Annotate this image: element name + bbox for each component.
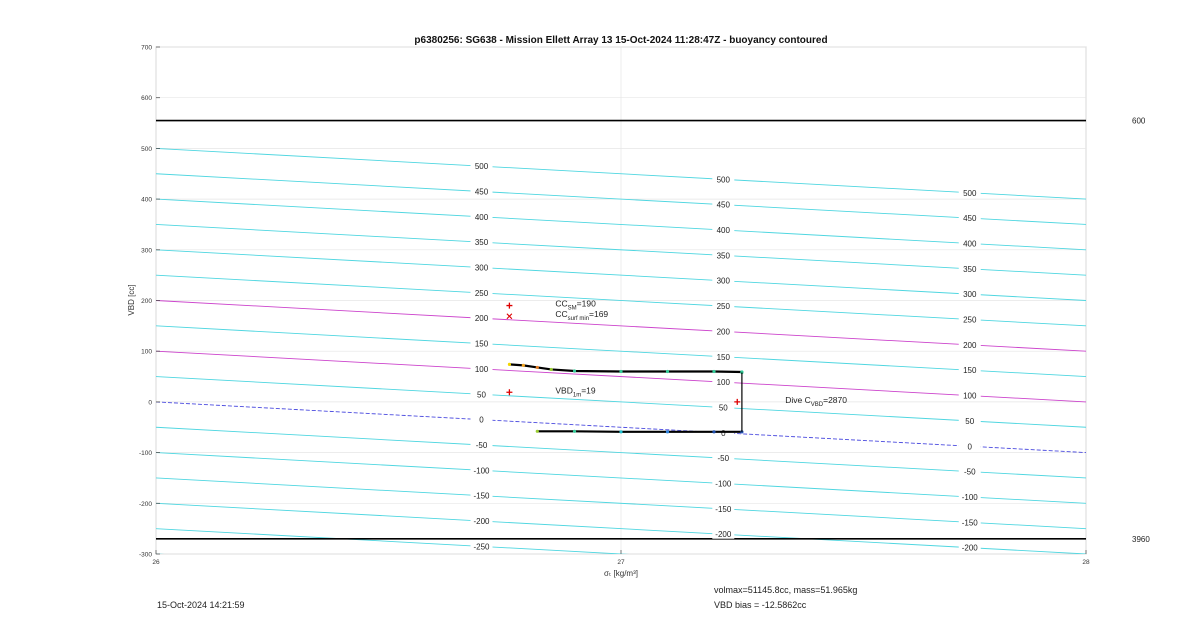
contour-label-text: -100 bbox=[961, 492, 978, 502]
contour-label bbox=[712, 504, 734, 514]
contour-label-text: 50 bbox=[965, 416, 975, 426]
contour-label-text: 0 bbox=[967, 442, 972, 452]
contour-label bbox=[959, 366, 981, 376]
contour-label bbox=[712, 302, 734, 312]
contour-label-text: -50 bbox=[475, 440, 488, 450]
contour-label bbox=[959, 188, 981, 198]
contour-label-text: -150 bbox=[715, 504, 732, 514]
contour-label-text: 200 bbox=[963, 340, 977, 350]
series-point bbox=[536, 366, 539, 369]
annotation-label: VBD bbox=[555, 385, 573, 396]
contour-label bbox=[471, 517, 493, 527]
contour-label bbox=[712, 200, 734, 210]
annotation-value: =169 bbox=[589, 309, 609, 320]
contour-label-text: 400 bbox=[963, 239, 977, 249]
contour-label-text: -100 bbox=[473, 466, 490, 476]
contour-label bbox=[959, 264, 981, 274]
annotation-label: CC bbox=[555, 298, 568, 309]
contour-label bbox=[712, 479, 734, 489]
y-tick-label: 700 bbox=[141, 44, 152, 52]
contour-label-text: 350 bbox=[716, 251, 730, 261]
series-point bbox=[619, 370, 622, 373]
x-axis-label: σₜ [kg/m³] bbox=[604, 569, 638, 578]
contour-label-text: 50 bbox=[477, 390, 486, 400]
annotation-value: =19 bbox=[581, 385, 596, 396]
contour-label bbox=[959, 315, 981, 325]
contour-label bbox=[712, 226, 734, 236]
contour-label-text: 500 bbox=[963, 188, 977, 198]
series-point bbox=[573, 369, 576, 372]
contour-label bbox=[471, 212, 493, 222]
contour-label-text: 400 bbox=[474, 212, 489, 222]
limit-line-label: 600 bbox=[1132, 116, 1146, 126]
y-tick-label: 600 bbox=[141, 95, 152, 103]
contour-label bbox=[471, 314, 493, 324]
y-tick-label: 300 bbox=[141, 247, 152, 255]
contour-label-text: -200 bbox=[715, 530, 732, 540]
contour-label bbox=[471, 466, 493, 476]
series-point bbox=[619, 430, 622, 433]
contour-label bbox=[959, 467, 981, 477]
annotation-subscript: surf min bbox=[567, 316, 590, 323]
contour-label-text: 300 bbox=[474, 263, 489, 273]
contour-label bbox=[471, 238, 493, 248]
contour-label bbox=[471, 162, 493, 172]
annotation-value: =190 bbox=[576, 298, 596, 309]
contour-label-text: 500 bbox=[716, 175, 730, 185]
contour-label-text: 400 bbox=[716, 226, 730, 236]
y-tick-label: 400 bbox=[141, 196, 152, 204]
series-point bbox=[666, 430, 669, 433]
chart-title: p6380256: SG638 - Mission Ellett Array 13 15-Oct-2024 11:28:47Z - buoyancy contoured bbox=[414, 35, 828, 46]
y-tick-label: -100 bbox=[138, 450, 152, 458]
y-axis-label: VBD [cc] bbox=[127, 284, 136, 316]
series-point bbox=[712, 430, 715, 433]
footer-vbd-bias: VBD bias = -12.5862cc bbox=[714, 600, 807, 610]
series-point bbox=[522, 364, 525, 367]
contour-label bbox=[712, 428, 734, 438]
contour-label bbox=[712, 454, 734, 464]
contour-label bbox=[712, 175, 734, 185]
annotation-subscript: VBD bbox=[810, 401, 824, 408]
contour-label-text: 150 bbox=[474, 339, 489, 349]
contour-label bbox=[959, 518, 981, 528]
contour-label bbox=[959, 340, 981, 350]
y-tick-label: -200 bbox=[138, 500, 152, 508]
series-point bbox=[573, 430, 576, 433]
contour-label-text: 300 bbox=[963, 290, 977, 300]
contour-label-text: 250 bbox=[716, 302, 730, 312]
contour-label-text: 500 bbox=[474, 162, 489, 172]
annotation-label: Dive C bbox=[785, 394, 811, 405]
footer-volmax: volmax=51145.8cc, mass=51.965kg bbox=[714, 585, 858, 595]
contour-label-text: 200 bbox=[474, 314, 489, 324]
contour-label bbox=[471, 187, 493, 197]
limit-line-label: 3960 bbox=[1132, 534, 1150, 544]
contour-label bbox=[712, 378, 734, 388]
footer-timestamp: 15-Oct-2024 14:21:59 bbox=[157, 600, 245, 610]
contour-label-text: -250 bbox=[473, 542, 490, 552]
contour-label bbox=[959, 290, 981, 300]
x-tick-label: 27 bbox=[617, 559, 625, 566]
contour-label-text: 200 bbox=[716, 327, 730, 337]
contour-label bbox=[712, 352, 734, 362]
contour-label bbox=[712, 530, 734, 540]
contour-label bbox=[471, 364, 493, 374]
contour-label bbox=[959, 214, 981, 224]
contour-label bbox=[959, 543, 981, 553]
x-tick-label: 26 bbox=[152, 559, 160, 566]
x-tick-label: 28 bbox=[1082, 559, 1090, 566]
annotation-subscript: 1m bbox=[572, 392, 582, 399]
contour-label-text: 300 bbox=[716, 276, 730, 286]
annotation-label: CC bbox=[555, 309, 568, 320]
contour-label-text: -100 bbox=[715, 479, 732, 489]
contour-label-text: 150 bbox=[963, 366, 977, 376]
contour-label bbox=[712, 251, 734, 261]
contour-label bbox=[471, 440, 493, 450]
annotation-subscript: SM bbox=[567, 305, 577, 312]
contour-label bbox=[712, 403, 734, 413]
contour-label-text: 450 bbox=[963, 214, 977, 224]
contour-label bbox=[959, 391, 981, 401]
contour-label-text: -200 bbox=[473, 517, 490, 527]
y-tick-label: 0 bbox=[148, 399, 152, 407]
series-line bbox=[537, 431, 742, 432]
contour-label-text: -150 bbox=[961, 518, 978, 528]
series-point bbox=[550, 368, 553, 371]
contour-label-text: 50 bbox=[718, 403, 728, 413]
contour-label bbox=[471, 390, 493, 400]
contour-label bbox=[471, 263, 493, 273]
y-tick-label: 200 bbox=[141, 298, 152, 305]
contour-label-text: 250 bbox=[474, 288, 489, 298]
annotation-value: =2870 bbox=[823, 394, 847, 405]
contour-label-text: 250 bbox=[963, 315, 977, 325]
contour-label bbox=[471, 542, 493, 552]
contour-label bbox=[712, 327, 734, 337]
contour-label-text: 0 bbox=[721, 428, 726, 438]
y-tick-label: 500 bbox=[141, 145, 152, 153]
contour-label-text: -50 bbox=[963, 467, 976, 477]
contour-label-text: 350 bbox=[474, 238, 489, 248]
series-point bbox=[666, 370, 669, 373]
y-tick-label: 100 bbox=[141, 348, 152, 356]
contour-label bbox=[959, 239, 981, 249]
series-point bbox=[712, 370, 715, 373]
contour-label-text: 450 bbox=[474, 187, 489, 197]
contour-label bbox=[712, 276, 734, 286]
contour-label bbox=[959, 416, 981, 426]
contour-label-text: -150 bbox=[473, 491, 490, 501]
contour-label-text: -200 bbox=[961, 543, 978, 553]
contour-label bbox=[471, 491, 493, 501]
contour-label-text: 350 bbox=[963, 264, 977, 274]
contour-label-text: 100 bbox=[474, 364, 489, 374]
contour-label bbox=[471, 415, 493, 425]
contour-label-text: 100 bbox=[963, 391, 977, 401]
contour-label-text: 150 bbox=[716, 352, 730, 362]
contour-label bbox=[959, 492, 981, 502]
contour-label bbox=[471, 339, 493, 349]
contour-label-text: 450 bbox=[716, 200, 730, 210]
contour-label-text: -50 bbox=[717, 454, 730, 464]
series-point bbox=[536, 430, 539, 433]
contour-label bbox=[959, 442, 981, 452]
contour-label-text: 0 bbox=[479, 415, 484, 425]
y-tick-label: -300 bbox=[138, 551, 152, 559]
contour-label bbox=[471, 288, 493, 298]
contour-label-text: 100 bbox=[716, 378, 730, 388]
series-point bbox=[508, 363, 511, 366]
